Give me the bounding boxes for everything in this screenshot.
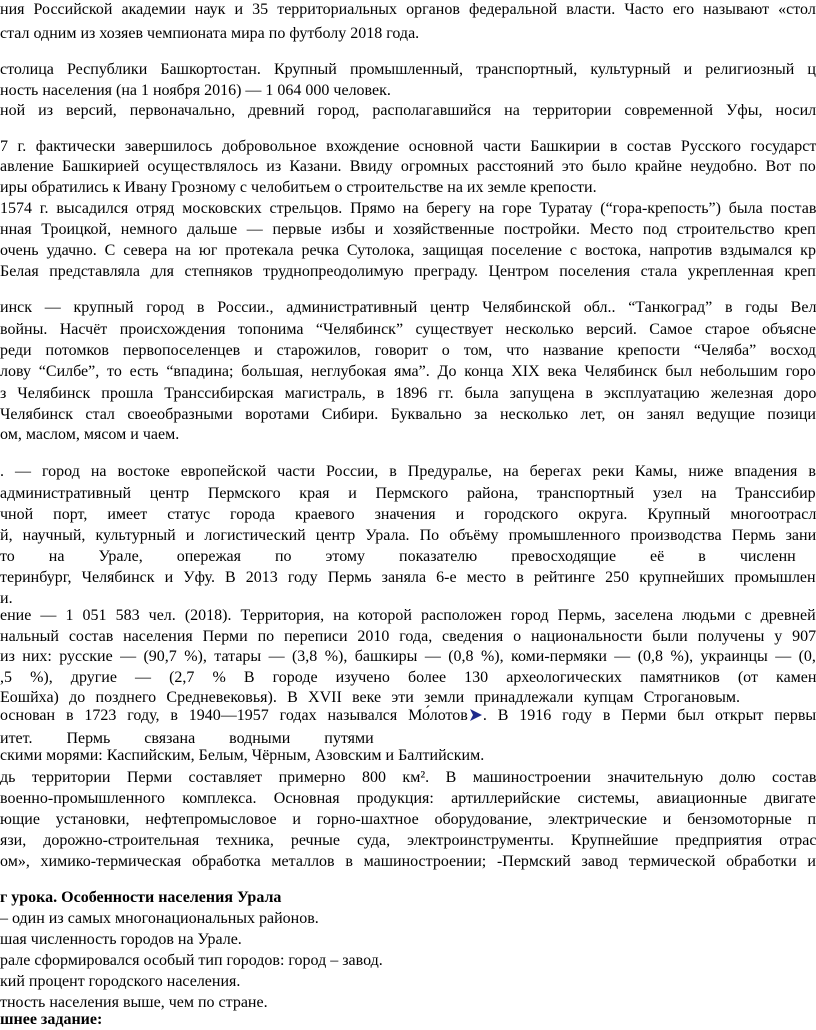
text-line-content: то на Урале, опережая по этому показателю превосходящие её в численн	[0, 548, 796, 565]
text-line-content: ной из версий, первоначально, древний город, располагавшийся на территории современной Уфы, носил	[0, 102, 816, 119]
text-line-content-after: . В 1916 году в Перми был открыт первы	[482, 707, 816, 724]
text-line-content: тность населения выше, чем по стране.	[0, 994, 268, 1011]
text-line-content: Челябинск стал своеобразными воротами Сибири. Буквально за несколько лет, он занял ведущие позици	[0, 406, 816, 423]
text-line-content: ния Российской академии наук и 35 территориальных органов федеральной власти. Часто его называют «стол	[0, 1, 816, 18]
arrow-right-icon[interactable]	[469, 709, 483, 721]
text-line	[0, 505, 816, 525]
text-line-content: ющие установки, нефтепромысловое и горно-шахтное оборудование, электрические и бензомоторные п	[0, 811, 816, 828]
text-line	[0, 852, 816, 872]
text-line	[0, 298, 816, 318]
text-line-content: ность населения (на 1 ноября 2016) — 1 064 000 человек.	[0, 82, 391, 99]
text-line-content: нальный состав населения Перми по переписи 2010 года, сведения о национальности были получены у 907	[0, 628, 816, 645]
text-line	[0, 199, 816, 219]
text-line	[0, 547, 796, 567]
text-line-content: Белая представляла для степняков труднопреодолимую преграду. Центром поселения стала укрепленная креп	[0, 263, 816, 280]
text-line	[0, 647, 816, 667]
text-line-content: реди потомков первопоселенцев и старожилов, говорит о том, что название крепости “Челяба” восход	[0, 342, 816, 359]
text-line-content: ,5 %), другие — (2,7 % В городе изучено более 130 археологических памятников (от камен	[0, 669, 816, 686]
text-line	[0, 668, 816, 688]
text-line	[0, 81, 391, 101]
text-line	[0, 951, 383, 971]
text-line	[0, 526, 816, 546]
text-line	[0, 405, 816, 425]
text-line-content: столица Республики Башкортостан. Крупный промышленный, транспортный, культурный и религиозный ц	[0, 61, 816, 78]
text-line	[0, 688, 740, 708]
text-line-content: 7 г. фактически завершилось добровольное вхождение основной части Башкирии в состав Русского государст	[0, 138, 816, 155]
text-line-content: рале сформировался особый тип городов: город – завод.	[0, 952, 383, 969]
text-line-content: ом», химико-термическая обработка металлов в машиностроении; -Пермский завод термической обработки и	[0, 853, 816, 870]
text-line	[0, 909, 319, 929]
text-line-content: ом, маслом, мясом и чаем.	[0, 426, 180, 443]
text-line-content: лову “Силбе”, то есть “впадина; большая, неглубокая яма”. До конца XIX века Челябинск был небольшим горо	[0, 363, 816, 380]
text-line-content: Еошйха) до позднего Средневековья). В XVII веке эти земли принадлежали купцам Строгановым.	[0, 689, 741, 706]
text-line-content: г урока. Особенности населения Урала	[0, 889, 282, 906]
text-line-content: шая численность городов на Урале.	[0, 931, 242, 948]
text-line-content: . — город на востоке европейской части России, в Предуралье, на берегах реки Камы, ниже впадения в	[0, 463, 816, 480]
text-line	[0, 362, 816, 382]
text-line	[0, 101, 816, 121]
text-line	[0, 888, 281, 908]
text-line-content: 1574 г. высадился отряд московских стрельцов. Прямо на берегу на горе Туратау (“гора-крепость”) была постав	[0, 200, 816, 217]
text-line-content: кий процент городского населения.	[0, 973, 241, 990]
text-line	[0, 930, 242, 950]
text-line-content: войны. Насчёт происхождения топонима “Челябинск” существует несколько версий. Самое старое объясне	[0, 321, 816, 338]
text-line	[0, 768, 816, 788]
text-line	[0, 1010, 102, 1030]
text-line	[0, 810, 816, 830]
text-line	[0, 425, 179, 445]
text-line	[0, 789, 816, 809]
text-line-content: авление Башкирией осуществлялось из Казани. Ввиду огромных расстояний это было крайне неудобно. Вот по	[0, 158, 816, 175]
text-line	[0, 568, 816, 588]
text-line	[0, 157, 816, 177]
text-line	[0, 341, 816, 361]
text-line-content: стал одним из хозяев чемпионата мира по футболу 2018 года.	[0, 25, 420, 42]
text-line-content: й, научный, культурный и логистический центр Урала. По объёму промышленного производства Пермь зани	[0, 527, 816, 544]
text-line	[0, 972, 240, 992]
text-line-content: скими морями: Каспийским, Белым, Чёрным, Азовским и Балтийским.	[0, 747, 485, 764]
text-line	[0, 178, 597, 198]
text-line-content: – один из самых многонациональных районов.	[0, 910, 319, 927]
text-line-content: язи, дорожно-строительная техника, речные суда, электроинструменты. Крупнейшие предприятия отрас	[0, 832, 816, 849]
text-line	[0, 746, 484, 766]
text-line	[0, 462, 816, 482]
text-line	[0, 484, 816, 504]
text-line	[0, 831, 816, 851]
text-line-content: административный центр Пермского края и Пермского района, транспортный узел на Транссибир	[0, 485, 816, 502]
text-line-content: итет. Пермь связана водными путями	[0, 730, 374, 747]
text-line-content: з Челябинск прошла Транссибирская магистраль, в 1896 гг. была запущена в эксплуатацию железная доро	[0, 385, 816, 402]
text-line-content: ение — 1 051 583 чел. (2018). Территория, на которой расположен город Пермь, заселена людьми с древней	[0, 607, 816, 624]
text-line-content: инск — крупный город в России., административный центр Челябинской обл.. “Танкоград” в годы Вел	[0, 299, 816, 316]
text-line	[0, 606, 816, 626]
text-line	[0, 60, 816, 80]
text-line-content: дь территории Перми составляет примерно 800 км². В машиностроении значительную долю состав	[0, 769, 816, 786]
text-line-content: и.	[0, 590, 13, 607]
text-line-content: основан в 1723 году, в 1940—1957 годах назывался Мо́лотов	[0, 707, 468, 724]
text-line	[0, 262, 816, 282]
text-line-content: чной порт, имеет статус города краевого значения и городского округа. Крупный многоотрасл	[0, 506, 816, 523]
text-line	[0, 137, 816, 157]
text-line	[0, 627, 816, 647]
text-line	[0, 220, 816, 240]
text-line	[0, 0, 816, 20]
text-line	[0, 241, 816, 261]
text-line	[0, 24, 419, 44]
text-line-content: иры обратились к Ивану Грозному с челобитьем о строительстве на их земле крепости.	[0, 179, 597, 196]
text-line-content: шнее задание:	[0, 1011, 103, 1028]
text-line	[0, 384, 816, 404]
text-line	[0, 320, 816, 340]
text-line-content: теринбург, Челябинск и Уфу. В 2013 году Пермь заняла 6-е место в рейтинге 250 крупнейших промышлен	[0, 569, 816, 586]
text-line	[0, 706, 816, 726]
text-line-content: военно-промышленного комплекса. Основная продукция: артиллерийские системы, авиационные двигате	[0, 790, 816, 807]
text-line-content: из них: русские — (90,7 %), татары — (3,8 %), башкиры — (0,8 %), коми-пермяки — (0,8 %), украинцы — (0,	[0, 648, 816, 665]
text-line-content: очень удачно. С севера на юг протекала речка Сутолока, защищая поселение с востока, напротив вздымался кр	[0, 242, 816, 259]
text-line-content: нная Троицкой, немного дальше — первые избы и хозяйственные постройки. Место под строительство креп	[0, 221, 816, 238]
